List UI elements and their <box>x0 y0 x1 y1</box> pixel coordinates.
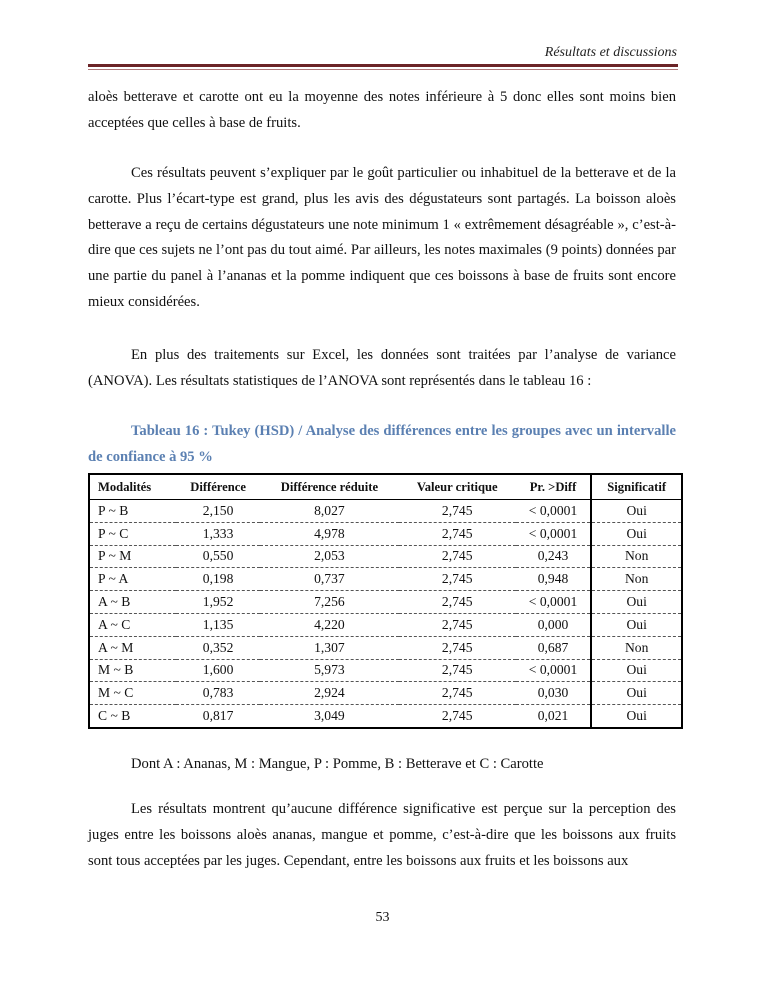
table-row <box>89 682 682 705</box>
table-cell: 2,745 <box>399 659 516 682</box>
table-cell: 2,745 <box>399 636 516 659</box>
table-cell: 2,745 <box>399 591 516 614</box>
table-caption: Tableau 16 : Tukey (HSD) / Analyse des différences entre les groupes avec un intervalle de confiance à 95 % <box>88 423 676 465</box>
table-cell: 2,053 <box>260 545 399 568</box>
table-cell: Non <box>591 545 682 568</box>
table-row <box>89 636 682 659</box>
table-cell: M ~ B <box>89 659 176 682</box>
table-row <box>89 568 682 591</box>
header-difference: Différence <box>176 474 260 500</box>
table-cell: 1,135 <box>176 613 260 636</box>
table-cell: 4,220 <box>260 613 399 636</box>
table-cell: 1,600 <box>176 659 260 682</box>
table-cell: 2,745 <box>399 545 516 568</box>
table-cell: 0,948 <box>516 568 592 591</box>
header-significatif: Significatif <box>591 474 682 500</box>
table-cell: 3,049 <box>314 708 345 724</box>
table-cell: 0,243 <box>516 545 592 568</box>
paragraph-2: Ces résultats peuvent s’expliquer par le goût particulier ou inhabituel de la betterave et de la carotte. Plus l’écart-type est grand, plus les avis des dégustateurs sont partagés. La boisson aloès betterave a reçu de certains dégustateurs une note minimum 1 « extrêmement désagréable », c’est-à-dire que ces sujets ne l’ont pas du tout aimé. Par ailleurs, les notes maximales (9 points) données par une partie du panel à l’ananas et la pomme indiquent que ces boissons à base de fruits sont encore mieux considérées. <box>88 165 676 310</box>
header-rule-thin <box>88 69 678 70</box>
table-cell: < 0,0001 <box>516 500 592 523</box>
header-pr-diff: Pr. >Diff <box>516 474 592 500</box>
paragraph-1: aloès betterave et carotte ont eu la moyenne des notes inférieure à 5 donc elles sont moins bien acceptées que celles à base de fruits. <box>88 89 676 131</box>
table-cell: 7,256 <box>260 591 399 614</box>
page-number: 53 <box>375 910 390 925</box>
paragraph-3: En plus des traitements sur Excel, les données sont traitées par l’analyse de variance (ANOVA). Les résultats statistiques de l’ANOVA sont représentés dans le tableau 16 : <box>88 347 676 389</box>
table-row <box>89 545 682 568</box>
table-cell: P ~ M <box>89 545 176 568</box>
table-row <box>89 591 682 614</box>
table-row <box>89 613 682 636</box>
table-cell: 2,745 <box>399 682 516 705</box>
table-cell: 0,817 <box>202 708 234 724</box>
table-cell: 0,550 <box>176 545 260 568</box>
table-cell: P ~ A <box>89 568 176 591</box>
table-cell: 1,307 <box>260 636 399 659</box>
paragraph-4: Les résultats montrent qu’aucune différence significative est perçue sur la perception des juges entre les boissons aloès ananas, mangue et pomme, c’est-à-dire que les boissons aux fruits sont tous acceptées par les juges. Cependant, entre les boissons aux fruits et les boissons aux <box>88 801 676 869</box>
table-cell: A ~ B <box>89 591 176 614</box>
table-cell: 0,783 <box>176 682 260 705</box>
header-valeur-critique: Valeur critique <box>399 474 516 500</box>
table-cell: 2,745 <box>399 613 516 636</box>
table-cell: 8,027 <box>260 500 399 523</box>
table-legend: Dont A : Ananas, M : Mangue, P : Pomme, B : Betterave et C : Carotte <box>131 756 544 772</box>
table-cell: 2,745 <box>441 708 473 724</box>
table-cell: A ~ M <box>89 636 176 659</box>
table-cell: Oui <box>591 500 682 523</box>
table-cell: 0,687 <box>516 636 592 659</box>
table-cell: 2,924 <box>260 682 399 705</box>
table-cell: 5,973 <box>260 659 399 682</box>
table-cell: M ~ C <box>89 682 176 705</box>
table-row <box>89 522 682 545</box>
header-difference-reduite: Différence réduite <box>260 474 399 500</box>
table-cell: 2,745 <box>399 522 516 545</box>
table-cell: P ~ B <box>89 500 176 523</box>
table-cell: 0,737 <box>260 568 399 591</box>
table-cell: < 0,0001 <box>516 659 592 682</box>
table-cell: 0,352 <box>176 636 260 659</box>
table-cell: 0,021 <box>516 705 592 728</box>
table-cell: Oui <box>591 522 682 545</box>
tukey-table <box>88 473 683 729</box>
table-cell: Non <box>591 636 682 659</box>
table-cell: 1,952 <box>176 591 260 614</box>
table-row <box>89 659 682 682</box>
table-cell: Oui <box>591 591 682 614</box>
table-cell: Oui <box>591 613 682 636</box>
table-cell: 0,000 <box>516 613 592 636</box>
table-cell: A ~ C <box>89 613 176 636</box>
table-cell: Oui <box>591 659 682 682</box>
table-cell: 4,978 <box>260 522 399 545</box>
running-header: Résultats et discussions <box>544 45 677 60</box>
table-cell: P ~ C <box>89 522 176 545</box>
table-cell: 0,198 <box>176 568 260 591</box>
table-cell: 1,333 <box>176 522 260 545</box>
table-header-row <box>89 474 682 500</box>
table-row <box>89 500 682 523</box>
header-modalites: Modalités <box>89 474 176 500</box>
table-cell: 2,745 <box>399 500 516 523</box>
table-cell: Non <box>591 568 682 591</box>
table-row <box>89 705 682 728</box>
table-cell: C ~ B <box>98 708 131 724</box>
table-cell: 2,150 <box>176 500 260 523</box>
table-cell: < 0,0001 <box>516 522 592 545</box>
table-cell: 0,030 <box>516 682 592 705</box>
table-cell: Oui <box>626 708 647 724</box>
table-cell: Oui <box>591 682 682 705</box>
header-rule <box>88 64 678 67</box>
table-cell: 2,745 <box>399 568 516 591</box>
table-cell: < 0,0001 <box>516 591 592 614</box>
